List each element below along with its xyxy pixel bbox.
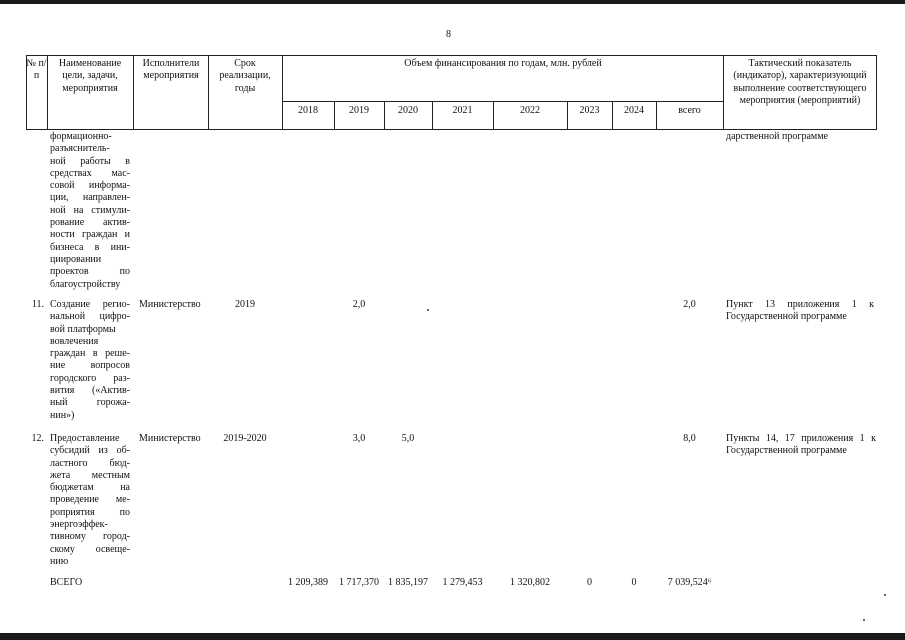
header-year-2019: 2019 <box>349 105 369 116</box>
total-value-2021: 1 279,453 <box>442 577 483 588</box>
header-funding: Объем финансирования по годам, млн. рублей <box>404 58 602 69</box>
total-label: ВСЕГО <box>50 577 83 588</box>
row-value-2020: 5,0 <box>401 433 415 444</box>
scan-top-border <box>0 0 905 4</box>
header-year-2021: 2021 <box>452 105 473 116</box>
header-indicator: Тактический показатель (индикатор), характеризующий выполнение соответствующего мероприятия (мероприятий) <box>733 58 867 106</box>
row-name: формационно- разъяснитель- ной работы в средствах мас- совой информа- ции, направлен- ной на стимули- рование актив- ности граждан и бизнеса в ини- циировании проектов по благоустройству <box>50 131 130 290</box>
header-executors: Исполнители мероприятия <box>142 58 200 82</box>
row-indicator: Пункт 13 приложения 1 к Государственной программе <box>726 299 874 323</box>
row-executor: Министерство <box>139 299 201 310</box>
header-num: № п/п <box>26 58 47 82</box>
row-executor: Министерство <box>139 433 201 444</box>
total-value-all: 7 039,524⁶ <box>667 577 712 588</box>
scan-bottom-border <box>0 633 905 640</box>
row-value-2019: 3,0 <box>352 433 366 444</box>
row-indicator: Пункты 14, 17 приложения 1 к Государственной программе <box>726 433 876 457</box>
row-term: 2019-2020 <box>223 433 267 444</box>
header-year-2020: 2020 <box>398 105 418 116</box>
row-number: 12. <box>31 433 44 444</box>
total-value-2022: 1 320,802 <box>510 577 550 588</box>
row-value-total: 8,0 <box>683 433 696 444</box>
header-total: всего <box>678 105 701 116</box>
row-indicator: дарственной программе <box>726 131 828 142</box>
header-year-2024: 2024 <box>624 105 644 116</box>
total-value-2023: 0 <box>587 577 592 588</box>
row-value-2019: 2,0 <box>352 299 366 310</box>
header-year-2023: 2023 <box>579 105 600 116</box>
total-value-2018: 1 209,389 <box>288 577 328 588</box>
header-year-2018: 2018 <box>298 105 318 116</box>
header-year-2022: 2022 <box>520 105 540 116</box>
row-name: Создание регио- нальной цифро- вой платформы вовлечения граждан в реше- ние вопросов городского раз- вития («Актив- ный горожа- нин») <box>50 299 130 421</box>
row-value-total: 2,0 <box>683 299 696 310</box>
row-term: 2019 <box>235 299 255 310</box>
total-value-2020: 1 835,197 <box>388 577 428 588</box>
scan-speck <box>427 309 429 311</box>
header-name: Наименование цели, задачи, мероприятия <box>58 58 122 94</box>
scan-speck <box>863 619 865 621</box>
scan-speck <box>884 594 886 596</box>
page-number: 8 <box>446 29 451 40</box>
header-term: Срок реализации, годы <box>219 58 271 94</box>
total-value-2019: 1 717,370 <box>339 577 379 588</box>
row-name: Предоставление субсидий из об- ластного бюд- жета местным бюджетам на проведение ме- роприятия по энергоэффек- тивному город- скому освеще- нию <box>50 433 130 567</box>
total-value-2024: 0 <box>631 577 637 588</box>
row-number: 11. <box>31 299 44 310</box>
